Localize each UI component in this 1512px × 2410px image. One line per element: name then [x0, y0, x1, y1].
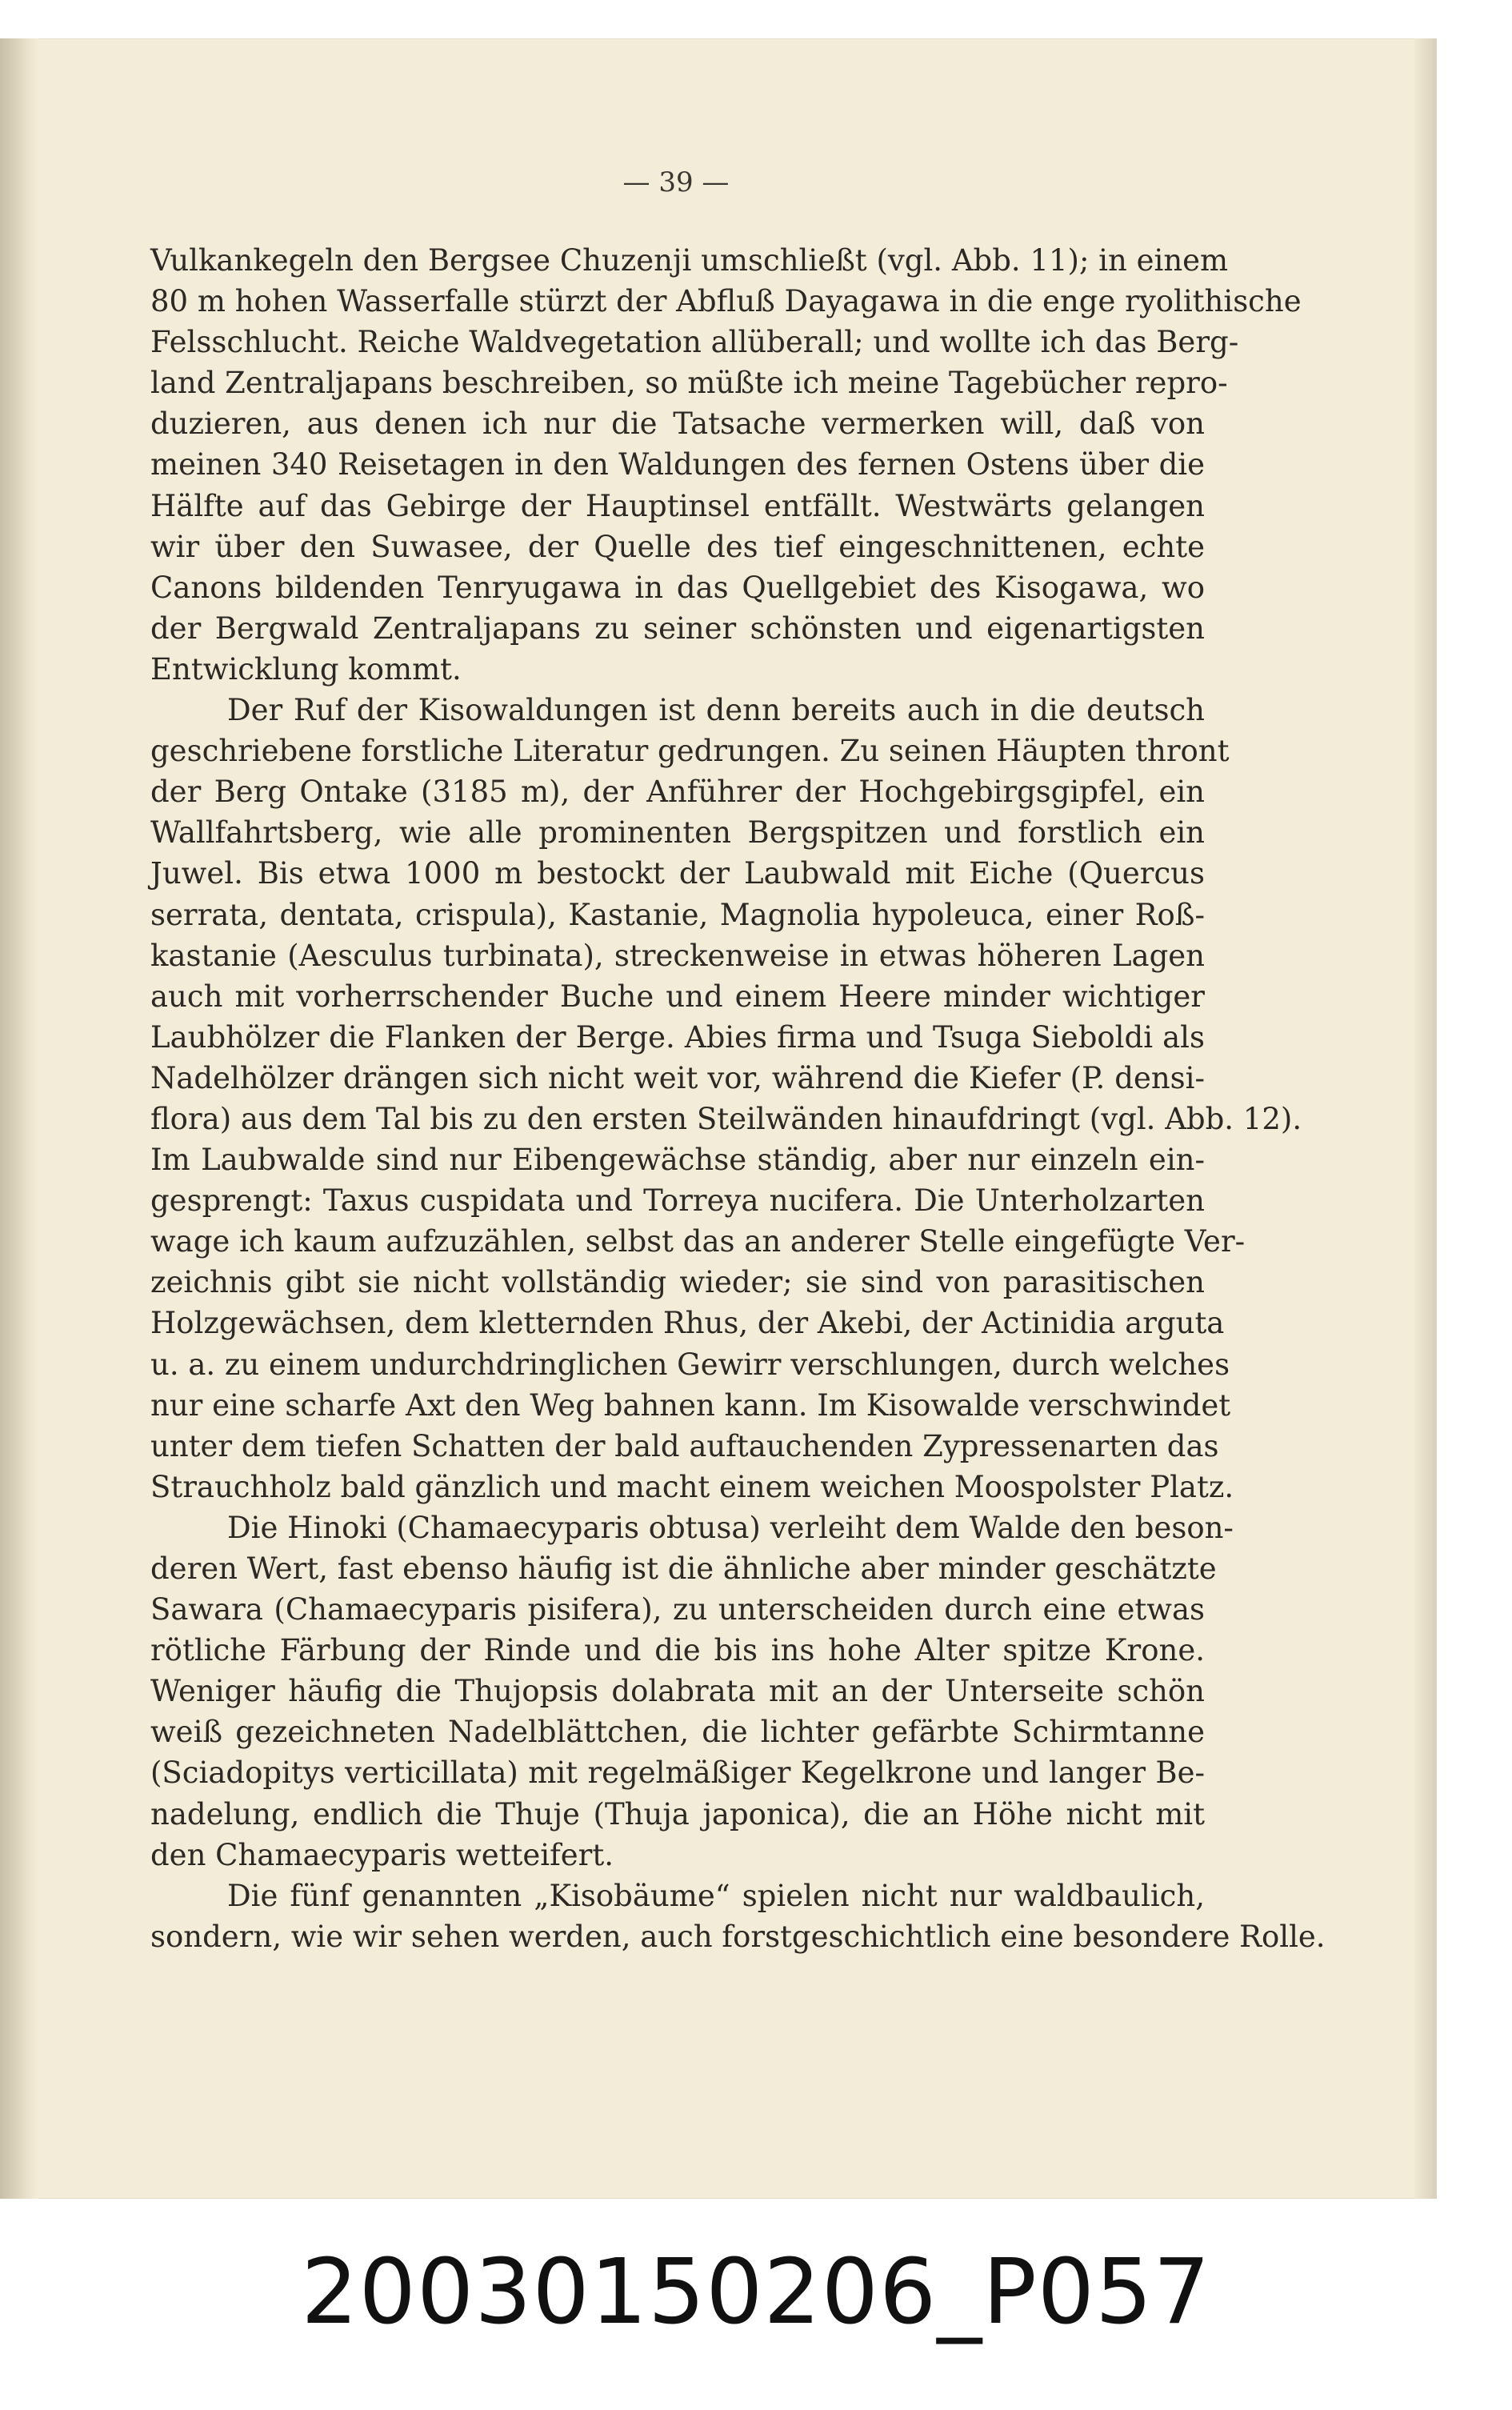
- text-line: Die fünf genannten „Kisobäume“ spielen nicht nur waldbaulich,: [227, 1878, 1205, 1913]
- text-line: Der Ruf der Kisowaldungen ist denn bereits auch in die deutsch: [227, 693, 1205, 728]
- text-line: nur eine scharfe Axt den Weg bahnen kann. Im Kisowalde verschwindet: [150, 1387, 1231, 1423]
- text-line: geschriebene forstliche Literatur gedrungen. Zu seinen Häupten thront: [150, 734, 1230, 769]
- text-line: sondern, wie wir sehen werden, auch forstgeschichtlich eine besondere Rolle.: [150, 1919, 1326, 1954]
- paragraph: [150, 1507, 1234, 1876]
- paragraph: [150, 690, 1302, 1507]
- text-line: flora) aus dem Tal bis zu den ersten Steilwänden hinaufdringt (vgl. Abb. 12).: [150, 1101, 1302, 1136]
- text-line: Strauchholz bald gänzlich und macht einem weichen Moospolster Platz.: [150, 1469, 1234, 1504]
- text-line: serrata, dentata, crispula), Kastanie, Magnolia hypoleuca, einer Roß-: [150, 897, 1205, 932]
- text-line: meinen 340 Reisetagen in den Waldungen des fernen Ostens über die: [150, 447, 1205, 482]
- text-line: deren Wert, fast ebenso häufig ist die ähnliche aber minder geschätzte: [150, 1551, 1217, 1586]
- text-line: Felsschlucht. Reiche Waldvegetation allüberall; und wollte ich das Berg-: [150, 325, 1239, 360]
- paragraph: [150, 1876, 1326, 1957]
- text-line: Vulkankegeln den Bergsee Chuzenji umschließt (vgl. Abb. 11); in einem: [150, 243, 1229, 278]
- text-line: Weniger häufig die Thujopsis dolabrata mit an der Unterseite schön: [150, 1674, 1205, 1709]
- text-line: u. a. zu einem undurchdringlichen Gewirr verschlungen, durch welches: [150, 1347, 1230, 1382]
- text-line: zeichnis gibt sie nicht vollständig wieder; sie sind von parasitischen: [150, 1265, 1205, 1300]
- text-line: kastanie (Aesculus turbinata), streckenweise in etwas höheren Lagen: [150, 938, 1205, 973]
- text-line: wir über den Suwasee, der Quelle des tief eingeschnittenen, echte: [150, 529, 1205, 564]
- text-line: den Chamaecyparis wetteifert.: [150, 1837, 614, 1872]
- paragraph: [150, 240, 1302, 690]
- text-line: weiß gezeichneten Nadelblättchen, die lichter gefärbte Schirmtanne: [150, 1715, 1205, 1750]
- text-line: der Bergwald Zentraljapans zu seiner schönsten und eigenartigsten: [150, 611, 1205, 646]
- text-line: Hälfte auf das Gebirge der Hauptinsel entfällt. Westwärts gelangen: [150, 488, 1205, 523]
- text-line: gesprengt: Taxus cuspidata und Torreya nucifera. Die Unterholzarten: [150, 1183, 1205, 1219]
- text-line: (Sciadopitys verticillata) mit regelmäßiger Kegelkrone und langer Be-: [150, 1755, 1205, 1791]
- text-line: land Zentraljapans beschreiben, so müßte ich meine Tagebücher repro-: [150, 366, 1228, 401]
- scanned-page: [0, 38, 1437, 2199]
- text-line: 80 m hohen Wasserfalle stürzt der Abfluß Dayagawa in die enge ryolithische: [150, 284, 1302, 319]
- text-line: Entwicklung kommt.: [150, 651, 462, 687]
- text-line: unter dem tiefen Schatten der bald auftauchenden Zypressenarten das: [150, 1428, 1219, 1463]
- text-line: Nadelhölzer drängen sich nicht weit vor, während die Kiefer (P. densi-: [150, 1060, 1205, 1095]
- text-line: Laubhölzer die Flanken der Berge. Abies firma und Tsuga Sieboldi als: [150, 1019, 1205, 1055]
- text-line: Juwel. Bis etwa 1000 m bestockt der Laubwald mit Eiche (Quercus: [150, 856, 1205, 891]
- page-gutter-shadow: [0, 38, 38, 2199]
- text-line: Im Laubwalde sind nur Eibengewächse ständig, aber nur einzeln ein-: [150, 1143, 1205, 1178]
- text-line: duzieren, aus denen ich nur die Tatsache vermerken will, daß von: [150, 406, 1205, 442]
- text-line: rötliche Färbung der Rinde und die bis ins hohe Alter spitze Krone.: [150, 1633, 1205, 1668]
- text-line: Holzgewächsen, dem kletternden Rhus, der Akebi, der Actinidia arguta: [150, 1306, 1225, 1341]
- text-line: wage ich kaum aufzuzählen, selbst das an anderer Stelle eingefügte Ver-: [150, 1224, 1246, 1259]
- text-line: Die Hinoki (Chamaecyparis obtusa) verleiht dem Walde den beson-: [227, 1510, 1234, 1545]
- text-line: der Berg Ontake (3185 m), der Anführer der Hochgebirgsgipfel, ein: [150, 775, 1205, 810]
- text-line: Wallfahrtsberg, wie alle prominenten Bergspitzen und forstlich ein: [150, 815, 1205, 851]
- page-edge: [1414, 38, 1432, 2199]
- page-number: — 39 —: [622, 166, 730, 198]
- accession-id: 20030150206_P057: [301, 2240, 1211, 2344]
- text-line: auch mit vorherrschender Buche und einem Heere minder wichtiger: [150, 979, 1205, 1014]
- text-line: nadelung, endlich die Thuje (Thuja japonica), die an Höhe nicht mit: [150, 1796, 1205, 1832]
- body-text: [150, 240, 1326, 1957]
- text-line: Sawara (Chamaecyparis pisifera), zu unterscheiden durch eine etwas: [150, 1592, 1205, 1627]
- text-line: Canons bildenden Tenryugawa in das Quellgebiet des Kisogawa, wo: [150, 570, 1205, 605]
